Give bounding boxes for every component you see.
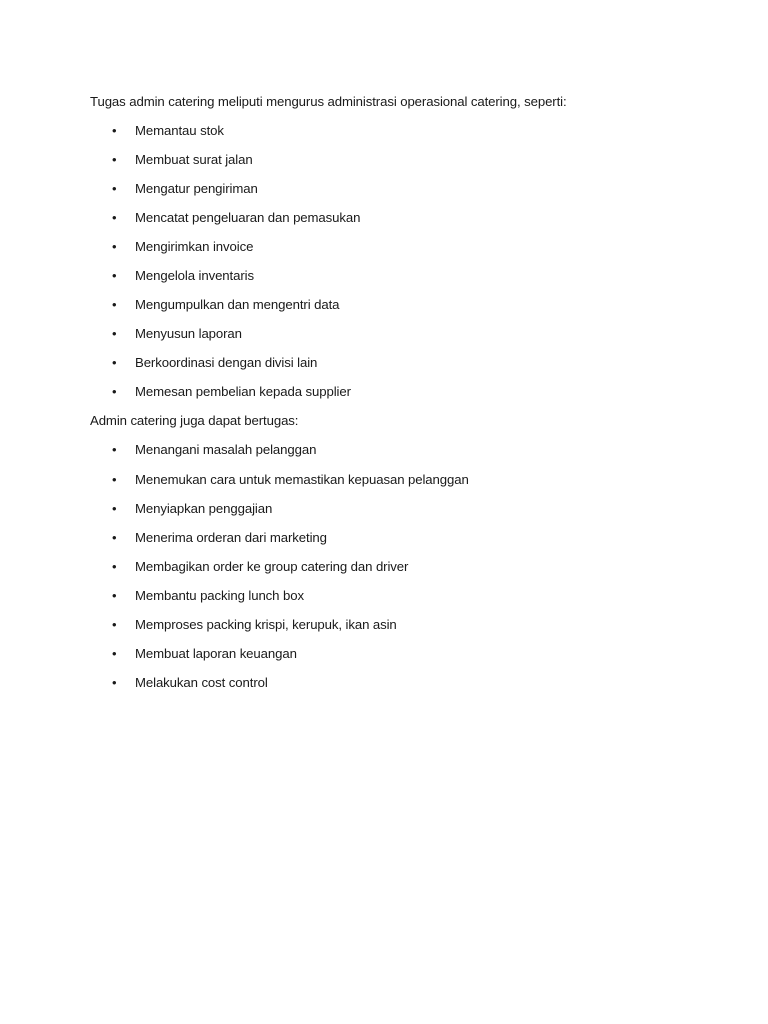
list-item-text: Membagikan order ke group catering dan driver: [135, 558, 409, 574]
list-item: [90, 577, 690, 606]
bullet-icon: •: [112, 384, 117, 400]
list-item-text: Menyusun laporan: [135, 326, 242, 342]
list-item: [90, 548, 690, 577]
list-item: [90, 315, 690, 344]
bullet-icon: •: [112, 181, 117, 197]
list-item-text: Menerima orderan dari marketing: [135, 529, 327, 545]
bullet-icon: •: [112, 616, 117, 632]
list-item: [90, 170, 690, 199]
bullet-icon: •: [112, 500, 117, 516]
bullet-icon: •: [112, 471, 117, 487]
bullet-icon: •: [112, 674, 117, 690]
bullet-icon: •: [112, 355, 117, 371]
list-item: [90, 635, 690, 664]
list-item: [90, 344, 690, 373]
list-item-text: Menyiapkan penggajian: [135, 500, 273, 516]
list-item: [90, 519, 690, 548]
bullet-icon: •: [112, 645, 117, 661]
intro-paragraph: Tugas admin catering meliputi mengurus administrasi operasional catering, seperti:: [90, 94, 567, 109]
list-item: [90, 199, 690, 228]
list-item-text: Mengelola inventaris: [135, 268, 254, 284]
bullet-icon: •: [112, 529, 117, 545]
list-item-text: Menemukan cara untuk memastikan kepuasan pelanggan: [135, 471, 469, 487]
list-item-text: Menangani masalah pelanggan: [135, 442, 317, 458]
bullet-icon: •: [112, 268, 117, 284]
list-item-text: Mengirimkan invoice: [135, 239, 254, 255]
list-item: [90, 257, 690, 286]
list-item-text: Membantu packing lunch box: [135, 587, 304, 603]
list-item-text: Memantau stok: [135, 123, 224, 138]
list-item-text: Mengumpulkan dan mengentri data: [135, 297, 340, 313]
bullet-icon: •: [112, 442, 117, 458]
additional-duties-list: [90, 431, 690, 692]
document-body: [90, 92, 690, 693]
list-item: [90, 490, 690, 519]
list-item: [90, 286, 690, 315]
bullet-icon: •: [112, 326, 117, 342]
list-item-text: Membuat laporan keuangan: [135, 645, 297, 661]
bullet-icon: •: [112, 239, 117, 255]
list-item-text: Melakukan cost control: [135, 674, 268, 690]
bullet-icon: •: [112, 587, 117, 603]
list-item: [90, 606, 690, 635]
list-item-text: Membuat surat jalan: [135, 152, 253, 168]
bullet-icon: •: [112, 123, 117, 138]
bullet-icon: •: [112, 152, 117, 168]
duties-list: [90, 112, 690, 402]
list-item-text: Memesan pembelian kepada supplier: [135, 384, 351, 400]
bullet-icon: •: [112, 558, 117, 574]
list-item: [90, 141, 690, 170]
bullet-icon: •: [112, 297, 117, 313]
second-intro-paragraph: Admin catering juga dapat bertugas:: [90, 413, 299, 429]
list-item-text: Mencatat pengeluaran dan pemasukan: [135, 210, 361, 226]
list-item: [90, 373, 690, 402]
list-item: [90, 461, 690, 490]
list-item: [90, 431, 690, 460]
list-item-text: Memproses packing krispi, kerupuk, ikan asin: [135, 616, 397, 632]
list-item-text: Berkoordinasi dengan divisi lain: [135, 355, 318, 371]
list-item: [90, 112, 690, 141]
list-item: [90, 228, 690, 257]
list-item-text: Mengatur pengiriman: [135, 181, 258, 197]
list-item: [90, 664, 690, 693]
bullet-icon: •: [112, 210, 117, 226]
